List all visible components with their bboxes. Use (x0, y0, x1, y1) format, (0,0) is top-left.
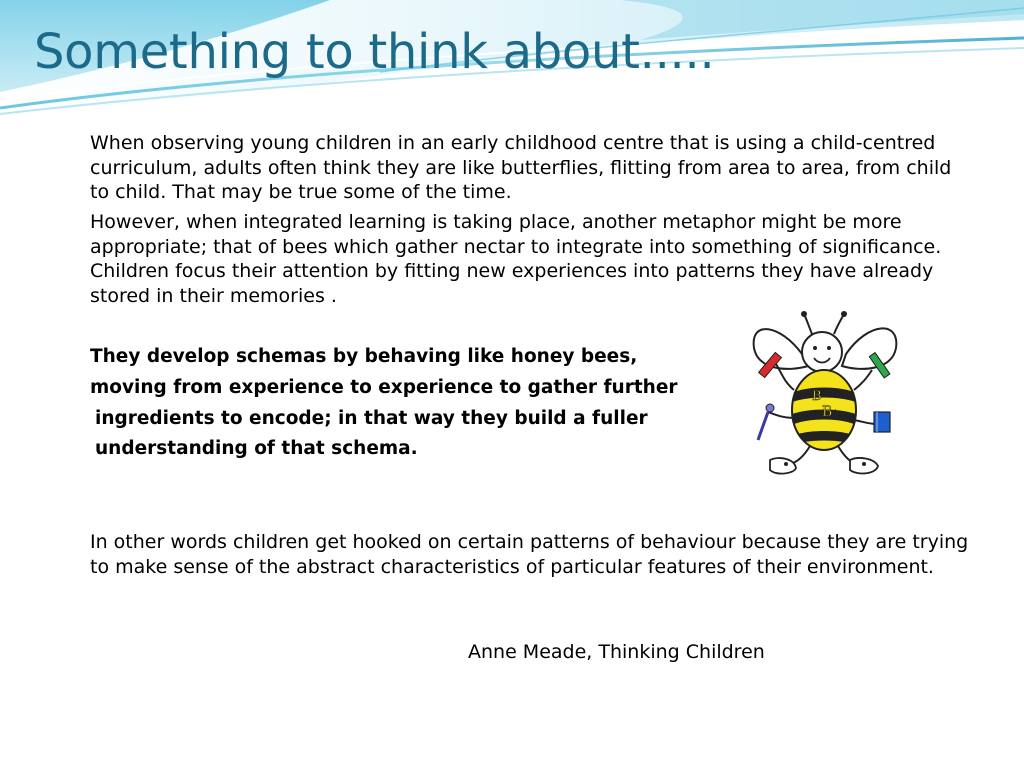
slide-title: Something to think about..... (34, 24, 715, 80)
paragraph-patterns: In other words children get hooked on certain patterns of behaviour because they are trying to make sense of the abstract characteristics of particular features of their environment. (90, 531, 969, 578)
schema-line-1: They develop schemas by behaving like honey bees, (90, 346, 638, 367)
schema-line-4: understanding of that schema. (95, 438, 418, 459)
svg-text:B: B (812, 389, 822, 404)
schema-line-3: ingredients to encode; in that way they build a fuller (95, 408, 648, 429)
schema-line-2: moving from experience to experience to gather further (90, 377, 678, 398)
paragraph-butterflies: When observing young children in an early childhood centre that is using a child-centred curriculum, adults often think they are like butterflies, flitting from area to area, from child to child. That may be true some of the time. (90, 132, 952, 203)
attribution: Anne Meade, Thinking Children (468, 641, 765, 663)
bee-illustration-icon (750, 310, 902, 488)
paragraph-bees: However, when integrated learning is taking place, another metaphor might be more appropriate; that of bees which gather nectar to integrate into something of significance. Children focus their attention by fitting new experiences into patterns they have already stored in their memories . (90, 211, 942, 307)
svg-text:B: B (822, 404, 833, 420)
svg-text:'s: 's (834, 409, 842, 419)
